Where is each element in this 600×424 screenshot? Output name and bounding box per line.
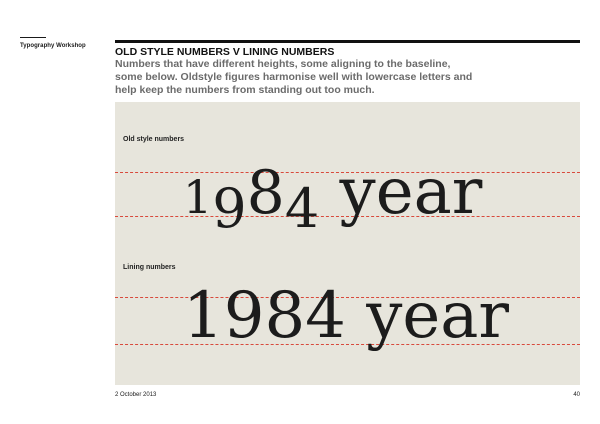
page-subtitle [115, 58, 555, 97]
workshop-label: Typography Workshop [20, 43, 86, 49]
subtitle-line: Numbers that have different heights, some aligning to the baseline, [115, 58, 451, 70]
subtitle-line: some below. Oldstyle figures harmonise well with lowercase letters and [115, 71, 473, 83]
page-number: 40 [573, 392, 580, 398]
lining-sample: 1984 year [183, 279, 509, 353]
typography-sample-panel [115, 102, 580, 385]
oldstyle-digit: 4 [284, 177, 320, 240]
lining-label: Lining numbers [123, 264, 176, 271]
header-accent-rule [20, 37, 46, 38]
oldstyle-label: Old style numbers [123, 136, 185, 143]
heading-rule [115, 40, 580, 43]
oldstyle-sample [183, 155, 483, 240]
oldstyle-digit: 9 [212, 177, 247, 240]
subtitle-line: help keep the numbers from standing out too much. [115, 84, 375, 96]
oldstyle-word: year [339, 155, 483, 229]
footer-date: 2 October 2013 [115, 392, 157, 398]
oldstyle-digit: 8 [246, 158, 285, 228]
oldstyle-digit: 1 [183, 170, 213, 224]
page-title: OLD STYLE NUMBERS V LINING NUMBERS [115, 46, 335, 58]
